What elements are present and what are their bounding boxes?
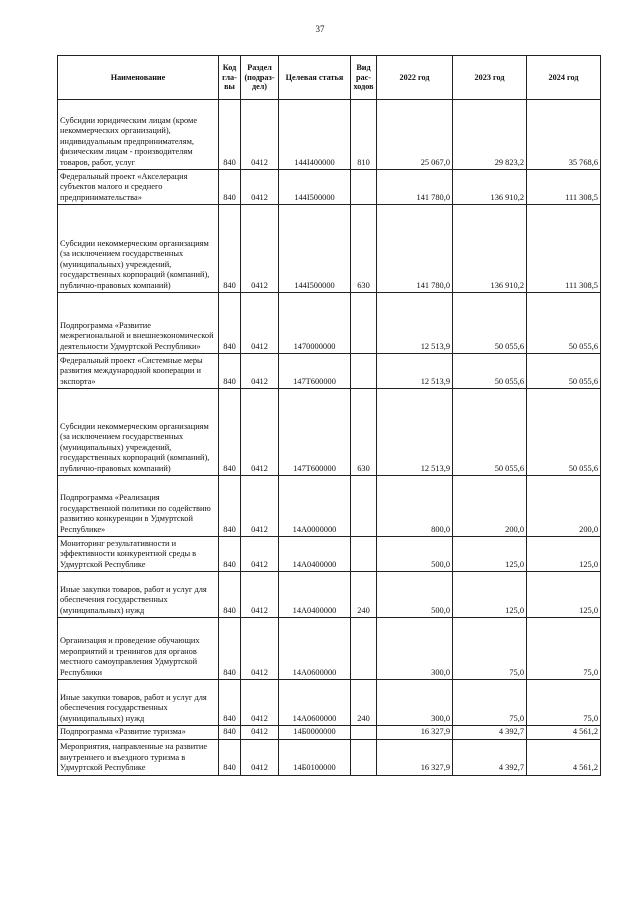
cell-name: Субсидии некоммерческим организациям (за исключением государственных (муниципальных) учреждений, государственных корпораций (компаний), публично-правовых компаний) [58, 205, 219, 293]
cell-code: 840 [219, 618, 241, 680]
table-row [58, 354, 601, 389]
cell-section: 0412 [241, 100, 279, 170]
cell-y2023: 4 392,7 [453, 739, 527, 775]
cell-section: 0412 [241, 739, 279, 775]
cell-y2022: 800,0 [377, 476, 453, 537]
cell-section: 0412 [241, 389, 279, 476]
cell-y2022: 500,0 [377, 537, 453, 572]
cell-section: 0412 [241, 726, 279, 740]
cell-code: 840 [219, 537, 241, 572]
cell-y2023: 136 910,2 [453, 170, 527, 205]
cell-target: 14Б0100000 [279, 739, 351, 775]
cell-code: 840 [219, 726, 241, 740]
cell-name: Подпрограмма «Реализация государственной политики по содействию развитию конкуренции в Удмуртской Республике» [58, 476, 219, 537]
table-row [58, 537, 601, 572]
cell-y2024: 50 055,6 [527, 293, 601, 354]
cell-code: 840 [219, 572, 241, 618]
table-row [58, 205, 601, 293]
cell-y2022: 16 327,9 [377, 726, 453, 740]
cell-type [351, 293, 377, 354]
cell-name: Субсидии юридическим лицам (кроме некоммерческих организаций), индивидуальным предпринимателям, физическим лицам - производителям товаров, работ, услуг [58, 100, 219, 170]
table-row [58, 572, 601, 618]
cell-type [351, 354, 377, 389]
header-row [58, 56, 601, 100]
cell-y2024: 75,0 [527, 680, 601, 726]
cell-y2024: 4 561,2 [527, 726, 601, 740]
cell-y2024: 125,0 [527, 572, 601, 618]
cell-y2023: 136 910,2 [453, 205, 527, 293]
cell-name: Иные закупки товаров, работ и услуг для обеспечения государственных (муниципальных) нужд [58, 680, 219, 726]
cell-y2022: 25 067,0 [377, 100, 453, 170]
cell-target: 147T600000 [279, 389, 351, 476]
cell-name: Иные закупки товаров, работ и услуг для обеспечения государственных (муниципальных) нужд [58, 572, 219, 618]
cell-target: 147T600000 [279, 354, 351, 389]
cell-target: 14A0400000 [279, 572, 351, 618]
cell-name: Подпрограмма «Развитие межрегиональной и внешнеэкономической деятельности Удмуртской Республики» [58, 293, 219, 354]
table-row [58, 293, 601, 354]
cell-target: 144I400000 [279, 100, 351, 170]
cell-y2023: 4 392,7 [453, 726, 527, 740]
cell-y2022: 141 780,0 [377, 205, 453, 293]
cell-y2023: 125,0 [453, 572, 527, 618]
cell-y2024: 111 308,5 [527, 170, 601, 205]
cell-code: 840 [219, 680, 241, 726]
header-2023: 2023 год [453, 56, 527, 100]
cell-type: 630 [351, 389, 377, 476]
cell-y2022: 12 513,9 [377, 354, 453, 389]
budget-table [57, 55, 601, 776]
cell-name: Субсидии некоммерческим организациям (за исключением государственных (муниципальных) учреждений, государственных корпораций (компаний), публично-правовых компаний) [58, 389, 219, 476]
cell-target: 14A0600000 [279, 680, 351, 726]
table-row [58, 680, 601, 726]
cell-code: 840 [219, 293, 241, 354]
header-code: Код гла-вы [219, 56, 241, 100]
cell-section: 0412 [241, 680, 279, 726]
cell-name: Организация и проведение обучающих мероприятий и тренингов для органов местного самоуправления Удмуртской Республики [58, 618, 219, 680]
cell-code: 840 [219, 739, 241, 775]
cell-code: 840 [219, 389, 241, 476]
cell-target: 14A0600000 [279, 618, 351, 680]
cell-name: Мероприятия, направленные на развитие внутреннего и въездного туризма в Удмуртской Республике [58, 739, 219, 775]
cell-target: 144I500000 [279, 205, 351, 293]
header-type: Вид рас-ходов [351, 56, 377, 100]
cell-type [351, 739, 377, 775]
table-row [58, 100, 601, 170]
cell-type: 630 [351, 205, 377, 293]
header-2024: 2024 год [527, 56, 601, 100]
cell-y2024: 50 055,6 [527, 389, 601, 476]
cell-target: 144I500000 [279, 170, 351, 205]
cell-y2022: 12 513,9 [377, 293, 453, 354]
cell-name: Мониторинг результативности и эффективности конкурентной среды в Удмуртской Республике [58, 537, 219, 572]
cell-y2024: 75,0 [527, 618, 601, 680]
cell-type [351, 537, 377, 572]
cell-section: 0412 [241, 537, 279, 572]
cell-y2023: 50 055,6 [453, 354, 527, 389]
cell-target: 14A0000000 [279, 476, 351, 537]
header-2022: 2022 год [377, 56, 453, 100]
cell-type: 810 [351, 100, 377, 170]
cell-type [351, 726, 377, 740]
cell-section: 0412 [241, 618, 279, 680]
table-row [58, 389, 601, 476]
cell-y2023: 125,0 [453, 537, 527, 572]
cell-section: 0412 [241, 354, 279, 389]
cell-section: 0412 [241, 205, 279, 293]
cell-y2024: 50 055,6 [527, 354, 601, 389]
cell-type [351, 170, 377, 205]
cell-y2022: 300,0 [377, 680, 453, 726]
table-row [58, 476, 601, 537]
cell-target: 14A0400000 [279, 537, 351, 572]
cell-y2024: 4 561,2 [527, 739, 601, 775]
cell-type: 240 [351, 572, 377, 618]
cell-y2023: 50 055,6 [453, 389, 527, 476]
page-number: 37 [315, 24, 325, 34]
cell-y2024: 111 308,5 [527, 205, 601, 293]
cell-code: 840 [219, 100, 241, 170]
cell-y2023: 29 823,2 [453, 100, 527, 170]
cell-target: 1470000000 [279, 293, 351, 354]
header-target: Целевая статья [279, 56, 351, 100]
cell-section: 0412 [241, 476, 279, 537]
cell-section: 0412 [241, 170, 279, 205]
table-row [58, 170, 601, 205]
cell-y2023: 200,0 [453, 476, 527, 537]
cell-name: Подпрограмма «Развитие туризма» [58, 726, 219, 740]
cell-code: 840 [219, 205, 241, 293]
cell-name: Федеральный проект «Акселерация субъектов малого и среднего предпринимательства» [58, 170, 219, 205]
cell-y2022: 16 327,9 [377, 739, 453, 775]
cell-y2022: 500,0 [377, 572, 453, 618]
cell-y2023: 75,0 [453, 680, 527, 726]
cell-code: 840 [219, 476, 241, 537]
cell-section: 0412 [241, 572, 279, 618]
cell-target: 14Б0000000 [279, 726, 351, 740]
cell-type [351, 476, 377, 537]
cell-y2024: 125,0 [527, 537, 601, 572]
header-name: Наименование [58, 56, 219, 100]
table-row [58, 739, 601, 775]
cell-type: 240 [351, 680, 377, 726]
cell-y2022: 141 780,0 [377, 170, 453, 205]
cell-y2022: 300,0 [377, 618, 453, 680]
cell-y2023: 75,0 [453, 618, 527, 680]
cell-type [351, 618, 377, 680]
header-section: Раздел (подраз-дел) [241, 56, 279, 100]
cell-y2024: 35 768,6 [527, 100, 601, 170]
cell-y2022: 12 513,9 [377, 389, 453, 476]
table-row [58, 726, 601, 740]
cell-code: 840 [219, 354, 241, 389]
cell-name: Федеральный проект «Системные меры развития международной кооперации и экспорта» [58, 354, 219, 389]
cell-section: 0412 [241, 293, 279, 354]
cell-code: 840 [219, 170, 241, 205]
cell-y2024: 200,0 [527, 476, 601, 537]
table-row [58, 618, 601, 680]
cell-y2023: 50 055,6 [453, 293, 527, 354]
